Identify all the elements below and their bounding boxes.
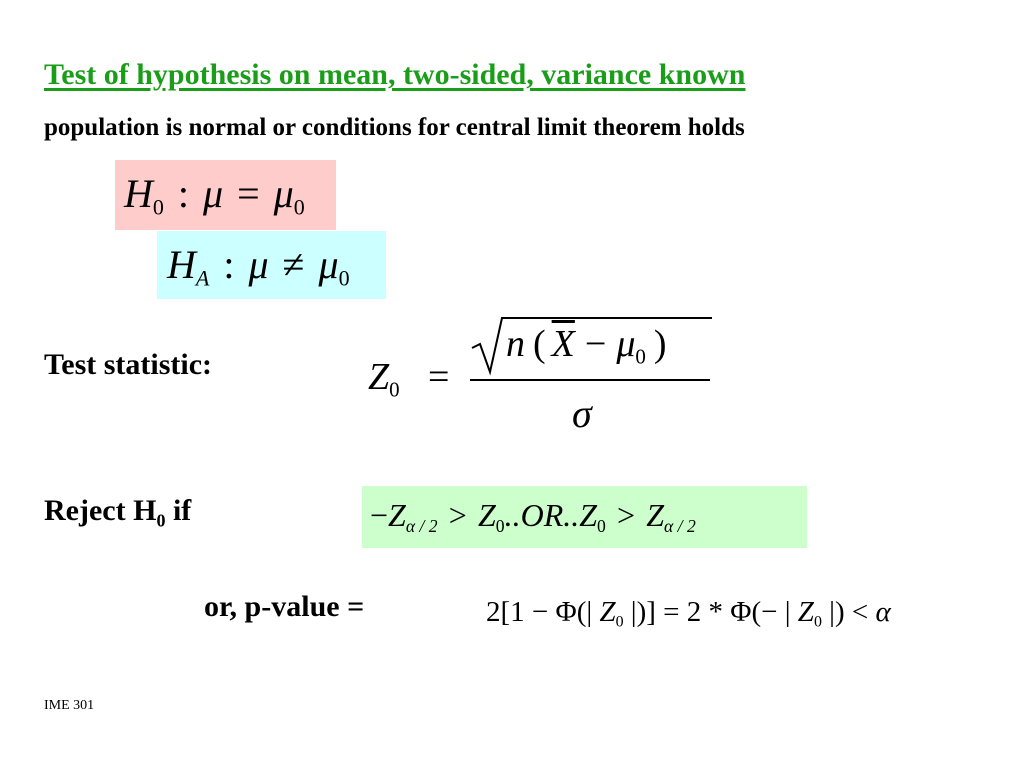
z0-symbol: Z bbox=[368, 356, 390, 398]
ha-mu0: μ bbox=[318, 242, 339, 287]
ha-mu0-subscript: 0 bbox=[338, 265, 350, 291]
numerator-open-paren: ( bbox=[533, 323, 546, 365]
pvalue-part1: 2[1 − Φ(| bbox=[486, 596, 600, 628]
z0-equals: = bbox=[428, 356, 450, 398]
z0-lhs bbox=[368, 355, 400, 402]
numerator-close-paren: ) bbox=[653, 323, 667, 365]
ha-subscript: A bbox=[195, 265, 210, 291]
reject-label-suffix: if bbox=[165, 494, 192, 527]
reject-label-prefix: Reject H bbox=[44, 494, 157, 527]
pvalue-alpha: α bbox=[875, 596, 891, 628]
test-statistic-denominator: σ bbox=[572, 391, 592, 436]
pvalue-z: Z bbox=[599, 596, 616, 628]
reject-gt2: > bbox=[617, 497, 636, 533]
reject-z1-subscript: α / 2 bbox=[405, 516, 438, 537]
reject-z1: Z bbox=[388, 497, 406, 533]
reject-z2: Z bbox=[477, 497, 496, 533]
h0-colon: : bbox=[177, 171, 190, 216]
reject-z4: Z bbox=[646, 497, 665, 533]
reject-z3-subscript: 0 bbox=[597, 516, 606, 537]
pvalue-expression bbox=[486, 596, 891, 632]
h0-subscript: 0 bbox=[152, 194, 164, 220]
ha-relation: ≠ bbox=[282, 242, 305, 287]
null-hypothesis-box bbox=[115, 160, 336, 230]
h0-symbol: H bbox=[124, 171, 153, 216]
h0-mu0: μ bbox=[273, 171, 294, 216]
reject-z3: Z bbox=[579, 497, 598, 533]
test-statistic-numerator bbox=[506, 322, 667, 369]
reject-label-subscript: 0 bbox=[156, 510, 166, 531]
pvalue-z2-subscript: 0 bbox=[813, 613, 822, 631]
slide-subtitle: population is normal or conditions for central limit theorem holds bbox=[44, 114, 745, 141]
numerator-mu-subscript: 0 bbox=[635, 344, 646, 369]
h0-relation: = bbox=[237, 171, 260, 216]
numerator-n: n bbox=[506, 323, 525, 365]
reject-label bbox=[44, 494, 191, 531]
pvalue-z2: Z bbox=[797, 596, 814, 628]
alternative-hypothesis-box bbox=[157, 231, 386, 299]
ha-colon: : bbox=[223, 242, 235, 287]
slide-title: Test of hypothesis on mean, two-sided, variance known bbox=[44, 58, 746, 91]
numerator-minus: − bbox=[584, 323, 607, 365]
reject-z2-subscript: 0 bbox=[495, 516, 505, 537]
ha-mu: μ bbox=[248, 242, 269, 287]
numerator-mu: μ bbox=[616, 323, 636, 365]
h0-mu: μ bbox=[203, 171, 224, 216]
reject-z4-subscript: α / 2 bbox=[664, 516, 696, 537]
reject-neg: − bbox=[370, 497, 389, 533]
reject-or: ..OR.. bbox=[504, 497, 580, 533]
h0-mu0-subscript: 0 bbox=[293, 194, 305, 220]
numerator-xbar: $\overline{X}$ bbox=[551, 323, 575, 365]
pvalue-part3: |) < bbox=[821, 596, 876, 628]
pvalue-part2: |)] = 2 * Φ(− | bbox=[623, 596, 798, 628]
test-statistic-label: Test statistic: bbox=[44, 348, 213, 381]
ha-symbol: H bbox=[167, 242, 196, 287]
pvalue-z-subscript: 0 bbox=[615, 613, 624, 631]
reject-region-box bbox=[362, 486, 807, 548]
pvalue-label: or, p-value = bbox=[204, 590, 365, 623]
z0-subscript: 0 bbox=[389, 377, 400, 402]
slide-footer: IME 301 bbox=[44, 698, 95, 713]
reject-gt1: > bbox=[448, 497, 467, 533]
